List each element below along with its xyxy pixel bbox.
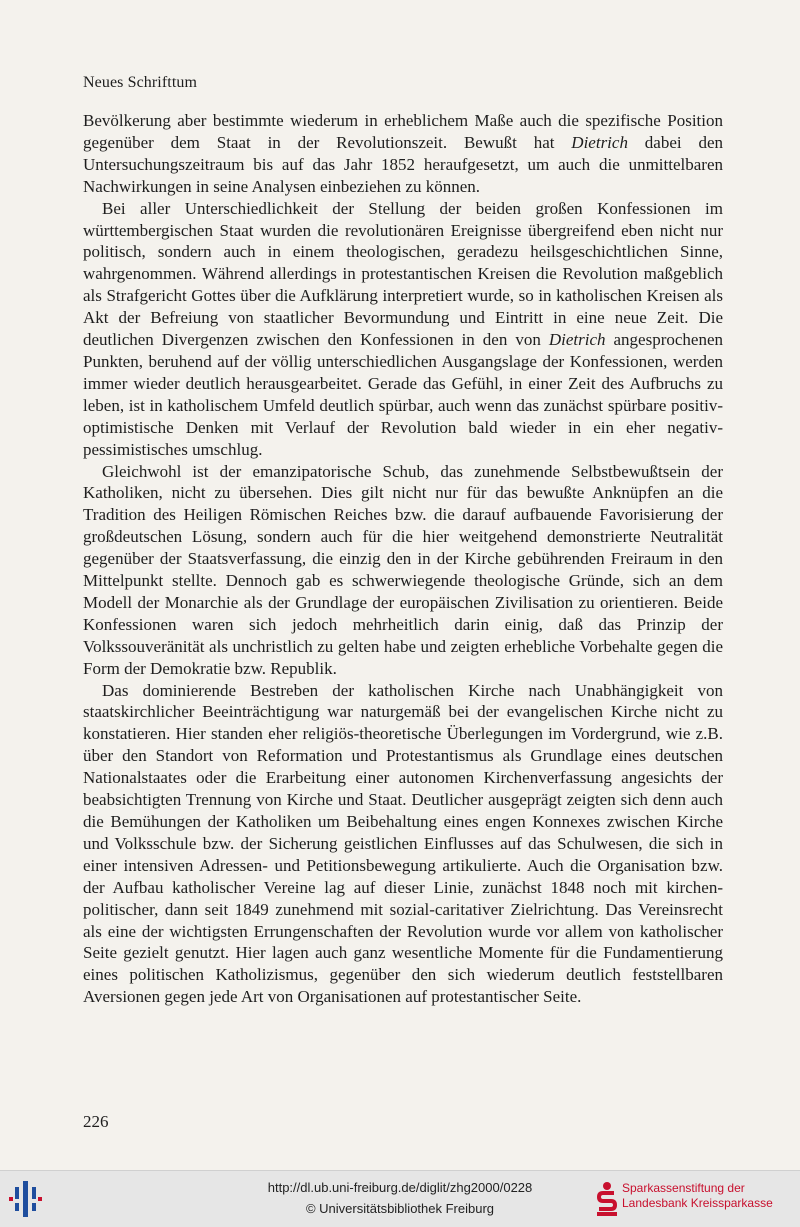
body-text bbox=[83, 110, 723, 1008]
italic-name: Dietrich bbox=[571, 132, 628, 152]
document-url-link[interactable]: http://dl.ub.uni-freiburg.de/diglit/zhg2000/0228 bbox=[267, 1180, 533, 1195]
running-header: Neues Schrifttum bbox=[83, 74, 198, 91]
copyright-text: © Universitätsbibliothek Freiburg bbox=[305, 1201, 495, 1216]
sparkasse-logo-icon bbox=[596, 1181, 618, 1217]
paragraph bbox=[83, 680, 723, 1009]
page-number: 226 bbox=[83, 1112, 109, 1131]
sponsor-line-1: Sparkassenstiftung der bbox=[622, 1181, 745, 1195]
paragraph bbox=[83, 198, 723, 461]
paragraph bbox=[83, 110, 723, 198]
paragraph bbox=[83, 461, 723, 680]
text-run: Bevölkerung aber bestimmte wiederum in erheblichem Maße auch die spezifische Position gegenüber dem Staat in der Revolutionszeit. Bewußt hat bbox=[83, 111, 723, 152]
sponsor-line-2: Landesbank Kreissparkasse bbox=[622, 1196, 773, 1210]
text-run: angesprochenen Punkten, beruhend auf der völlig unterschiedlichen Ausgangslage der Konfessionen, werden immer wieder deutlich herausgearbeitet. Gerade das Gefühl, in einer Zeit des Aufbruchs zu leben, ist in katholischem Umfeld deutlich spürbar, auch wenn das zunächst spürbare positiv-optimistische Denken mit Verlauf der Revolution bald wieder in ein eher negativ-pessimistisches umschlug. bbox=[83, 330, 723, 459]
text-run: Das dominierende Bestreben der katholischen Kirche nach Unabhängigkeit von staatskirchlicher Beeinträchtigung war naturgemäß bei der evangelischen Kirche nicht zu konstatieren. Hier standen eher religiös-theoretische Überlegungen im Vordergrund, wie z.B. über den Standort von Reformation und Protestantismus als Grundlage eines deutschen Nationalstaates oder die Erarbeitung einer autonomen Kirchenverfassung angesichts der beabsichtigten Trennung von Kirche und Staat. Deutlicher ausgeprägt zeigten sich denn auch die Bemühungen der Katholiken um Beibehaltung eines engen Konnexes zwischen Kirche und Volksschule bzw. der Sicherung geistlichen Einflusses auf das Schulwesen, die sich in einer intensiven Adressen- und Petitionsbewegung artikulierte. Auch die Organisation bzw. der Aufbau katholischer Vereine lag auf dieser Linie, zunächst 1848 noch mit kirchenpolitischer, dann seit 1849 zunehmend mit sozial-caritativer Zielrichtung. Das Vereinsrecht als eine der wichtigsten Errungenschaften der Revolution wurde vor allem von katholischer Seite gezielt genutzt. Hier lagen auch ganz wesentliche Momente für die Fundamentierung eines politischen Katholizismus, gegenüber den sich wiederum deutlich feststellbaren Aversionen gegen jede Art von Organisationen auf protestantischer Seite. bbox=[83, 680, 723, 1007]
italic-name: Dietrich bbox=[548, 330, 606, 350]
text-run: Gleichwohl ist der emanzipatorische Schub, das zunehmende Selbstbewußtsein der Katholiken, nicht zu übersehen. Dies gilt nicht nur für das bewußte Anknüpfen an die Tradition des Heiligen Römischen Reiches bzw. die darauf aufbauende Favorisierung der großdeutschen Lösung, sondern auch für die hier weitgehend demonstrierte Neutralität gegenüber der Staatsverfassung, die einzig den in der Kirche gebührenden Freiraum in den Mittelpunkt stellte. Dennoch gab es schwerwiegende theologische Gründe, sich an dem Modell der Monarchie als der Grundlage der europäischen Zivilisation zu orientieren. Beide Konfessionen waren sich jedoch mehrheitlich darin einig, daß das Prinzip der Volkssouveränität als unchristlich zu gelten habe und zeigten erhebliche Vorbehalte gegen die Form der Demokratie bzw. Republik. bbox=[83, 461, 723, 678]
viewer-footer bbox=[0, 1170, 800, 1227]
text-run: Bei aller Unterschiedlichkeit der Stellung der beiden großen Konfessionen im württembergischen Staat wurden die revolutionären Ereignisse übergreifend eben nicht nur politisch, sondern auch in einem theologischen, geradezu heilsgeschichtlichen Sinne, wahrgenommen. Während allerdings in protestantischen Kreisen die Revolution maßgeblich als Strafgericht Gottes über die Aufklärung interpretiert wurde, so in katholischen Kreisen als Akt der Befreiung von staatlicher Bevormundung und Eintritt in eine neue Zeit. Die deutlichen Divergenzen zwischen den Konfessionen in den von bbox=[83, 198, 723, 350]
sponsor-logo[interactable] bbox=[596, 1179, 796, 1219]
sponsor-text bbox=[622, 1181, 773, 1211]
text-run: dabei den Untersuchungszeitraum bis auf das Jahr 1852 heraufgesetzt, um auch die unmittelbaren Nachwirkungen in seine Analysen einbeziehen zu können. bbox=[83, 132, 723, 196]
